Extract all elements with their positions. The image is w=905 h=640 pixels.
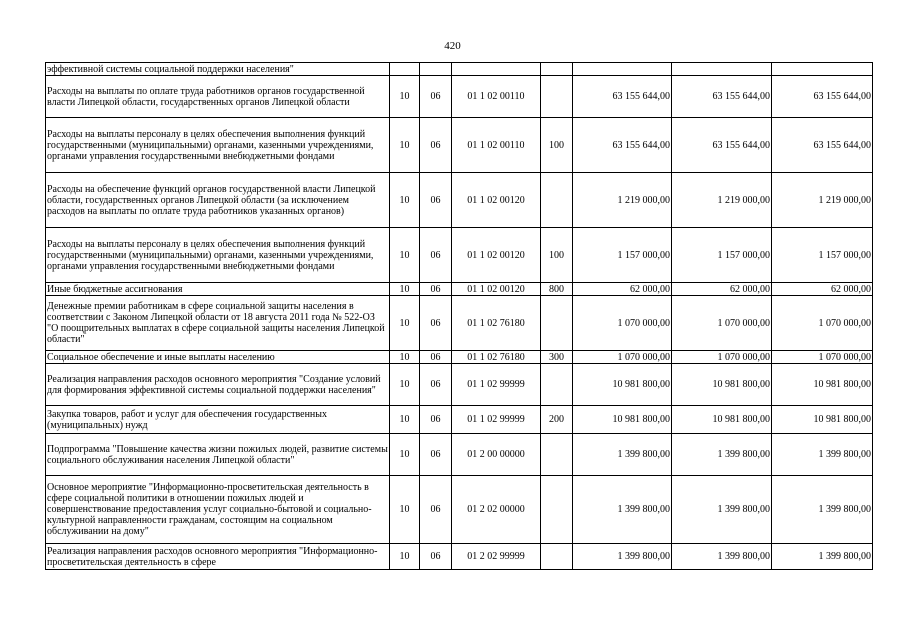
section-cell: 10 [390, 76, 420, 118]
section-cell: 10 [390, 228, 420, 283]
expense-type-cell: 200 [541, 406, 573, 434]
amount-year2-cell: 10 981 800,00 [672, 364, 772, 406]
amount-year2-cell: 62 000,00 [672, 283, 772, 296]
amount-year3-cell: 1 219 000,00 [772, 173, 873, 228]
description-cell: Расходы на обеспечение функций органов государственной власти Липецкой области, государственных органов Липецкой области (за исключением расходов на выплаты по оплате труда работников указанных органов) [46, 173, 390, 228]
subsection-cell: 06 [420, 173, 452, 228]
amount-year2-cell [672, 63, 772, 76]
target-article-cell: 01 1 02 00120 [452, 173, 541, 228]
subsection-cell: 06 [420, 364, 452, 406]
table-row [46, 351, 873, 364]
amount-year1-cell: 63 155 644,00 [573, 76, 672, 118]
description-cell: Закупка товаров, работ и услуг для обеспечения государственных (муниципальных) нужд [46, 406, 390, 434]
subsection-cell: 06 [420, 296, 452, 351]
description-cell: Подпрограмма "Повышение качества жизни пожилых людей, развитие системы социального обслуживания населения Липецкой области" [46, 434, 390, 476]
target-article-cell: 01 1 02 00120 [452, 283, 541, 296]
table-row [46, 118, 873, 173]
description-cell: Основное мероприятие "Информационно-просветительская деятельность в сфере социальной политики в отношении пожилых людей и совершенствование предоставления услуг социально-бытовой и социально-культурной направленности гражданам, состоящим на социальном обслуживании на дому" [46, 476, 390, 544]
amount-year3-cell: 1 399 800,00 [772, 434, 873, 476]
amount-year3-cell: 1 157 000,00 [772, 228, 873, 283]
description-cell: Социальное обеспечение и иные выплаты населению [46, 351, 390, 364]
table-row [46, 544, 873, 570]
section-cell: 10 [390, 364, 420, 406]
section-cell: 10 [390, 118, 420, 173]
table-row [46, 364, 873, 406]
amount-year3-cell: 1 070 000,00 [772, 296, 873, 351]
amount-year1-cell: 1 399 800,00 [573, 476, 672, 544]
target-article-cell: 01 2 02 00000 [452, 476, 541, 544]
description-cell: Расходы на выплаты по оплате труда работников органов государственной власти Липецкой области, государственных органов Липецкой области [46, 76, 390, 118]
amount-year3-cell: 1 399 800,00 [772, 544, 873, 570]
expense-type-cell [541, 173, 573, 228]
amount-year2-cell: 1 219 000,00 [672, 173, 772, 228]
target-article-cell: 01 1 02 76180 [452, 296, 541, 351]
amount-year1-cell: 1 157 000,00 [573, 228, 672, 283]
amount-year2-cell: 1 070 000,00 [672, 296, 772, 351]
amount-year1-cell: 1 219 000,00 [573, 173, 672, 228]
amount-year3-cell: 10 981 800,00 [772, 364, 873, 406]
page-number: 420 [444, 40, 461, 52]
table-row [46, 406, 873, 434]
table-row [46, 76, 873, 118]
expense-type-cell: 800 [541, 283, 573, 296]
amount-year2-cell: 1 399 800,00 [672, 434, 772, 476]
amount-year1-cell [573, 63, 672, 76]
table-row [46, 476, 873, 544]
target-article-cell: 01 1 02 99999 [452, 406, 541, 434]
expense-type-cell [541, 544, 573, 570]
table-row [46, 173, 873, 228]
subsection-cell: 06 [420, 283, 452, 296]
expense-type-cell: 300 [541, 351, 573, 364]
amount-year1-cell: 10 981 800,00 [573, 364, 672, 406]
section-cell: 10 [390, 406, 420, 434]
amount-year2-cell: 10 981 800,00 [672, 406, 772, 434]
target-article-cell: 01 1 02 76180 [452, 351, 541, 364]
expense-type-cell [541, 63, 573, 76]
amount-year2-cell: 1 399 800,00 [672, 476, 772, 544]
subsection-cell: 06 [420, 544, 452, 570]
amount-year2-cell: 63 155 644,00 [672, 76, 772, 118]
amount-year3-cell: 1 399 800,00 [772, 476, 873, 544]
section-cell: 10 [390, 476, 420, 544]
target-article-cell [452, 63, 541, 76]
amount-year3-cell: 10 981 800,00 [772, 406, 873, 434]
description-cell: Расходы на выплаты персоналу в целях обеспечения выполнения функций государственными (муниципальными) органами, казенными учреждениями, органами управления государственными внебюджетными фондами [46, 118, 390, 173]
amount-year1-cell: 62 000,00 [573, 283, 672, 296]
subsection-cell [420, 63, 452, 76]
section-cell: 10 [390, 296, 420, 351]
expense-type-cell [541, 76, 573, 118]
expense-type-cell [541, 364, 573, 406]
amount-year2-cell: 1 157 000,00 [672, 228, 772, 283]
subsection-cell: 06 [420, 476, 452, 544]
amount-year1-cell: 1 070 000,00 [573, 351, 672, 364]
section-cell: 10 [390, 173, 420, 228]
amount-year3-cell: 62 000,00 [772, 283, 873, 296]
subsection-cell: 06 [420, 406, 452, 434]
subsection-cell: 06 [420, 118, 452, 173]
amount-year3-cell: 1 070 000,00 [772, 351, 873, 364]
amount-year1-cell: 1 399 800,00 [573, 434, 672, 476]
amount-year2-cell: 63 155 644,00 [672, 118, 772, 173]
table-row [46, 283, 873, 296]
budget-table [45, 62, 873, 570]
section-cell: 10 [390, 283, 420, 296]
description-cell: Расходы на выплаты персоналу в целях обеспечения выполнения функций государственными (муниципальными) органами, казенными учреждениями, органами управления государственными внебюджетными фондами [46, 228, 390, 283]
amount-year3-cell: 63 155 644,00 [772, 76, 873, 118]
target-article-cell: 01 1 02 99999 [452, 364, 541, 406]
description-cell: Иные бюджетные ассигнования [46, 283, 390, 296]
amount-year3-cell [772, 63, 873, 76]
subsection-cell: 06 [420, 351, 452, 364]
description-cell: Денежные премии работникам в сфере социальной защиты населения в соответствии с Законом Липецкой области от 18 августа 2011 года № 522-ОЗ "О поощрительных выплатах в сфере социальной защиты населения Липецкой области" [46, 296, 390, 351]
table-row [46, 63, 873, 76]
target-article-cell: 01 2 00 00000 [452, 434, 541, 476]
description-cell: эффективной системы социальной поддержки населения" [46, 63, 390, 76]
table-row [46, 434, 873, 476]
target-article-cell: 01 1 02 00110 [452, 118, 541, 173]
section-cell: 10 [390, 351, 420, 364]
target-article-cell: 01 1 02 00120 [452, 228, 541, 283]
amount-year2-cell: 1 070 000,00 [672, 351, 772, 364]
section-cell [390, 63, 420, 76]
amount-year1-cell: 63 155 644,00 [573, 118, 672, 173]
description-cell: Реализация направления расходов основного мероприятия "Информационно-просветительская деятельность в сфере [46, 544, 390, 570]
section-cell: 10 [390, 544, 420, 570]
subsection-cell: 06 [420, 76, 452, 118]
table-row [46, 296, 873, 351]
subsection-cell: 06 [420, 228, 452, 283]
subsection-cell: 06 [420, 434, 452, 476]
amount-year1-cell: 10 981 800,00 [573, 406, 672, 434]
target-article-cell: 01 2 02 99999 [452, 544, 541, 570]
amount-year1-cell: 1 070 000,00 [573, 296, 672, 351]
expense-type-cell: 100 [541, 118, 573, 173]
table-row [46, 228, 873, 283]
amount-year2-cell: 1 399 800,00 [672, 544, 772, 570]
amount-year1-cell: 1 399 800,00 [573, 544, 672, 570]
expense-type-cell [541, 296, 573, 351]
target-article-cell: 01 1 02 00110 [452, 76, 541, 118]
expense-type-cell: 100 [541, 228, 573, 283]
expense-type-cell [541, 434, 573, 476]
expense-type-cell [541, 476, 573, 544]
description-cell: Реализация направления расходов основного мероприятия "Создание условий для формирования эффективной системы социальной поддержки населения" [46, 364, 390, 406]
section-cell: 10 [390, 434, 420, 476]
amount-year3-cell: 63 155 644,00 [772, 118, 873, 173]
